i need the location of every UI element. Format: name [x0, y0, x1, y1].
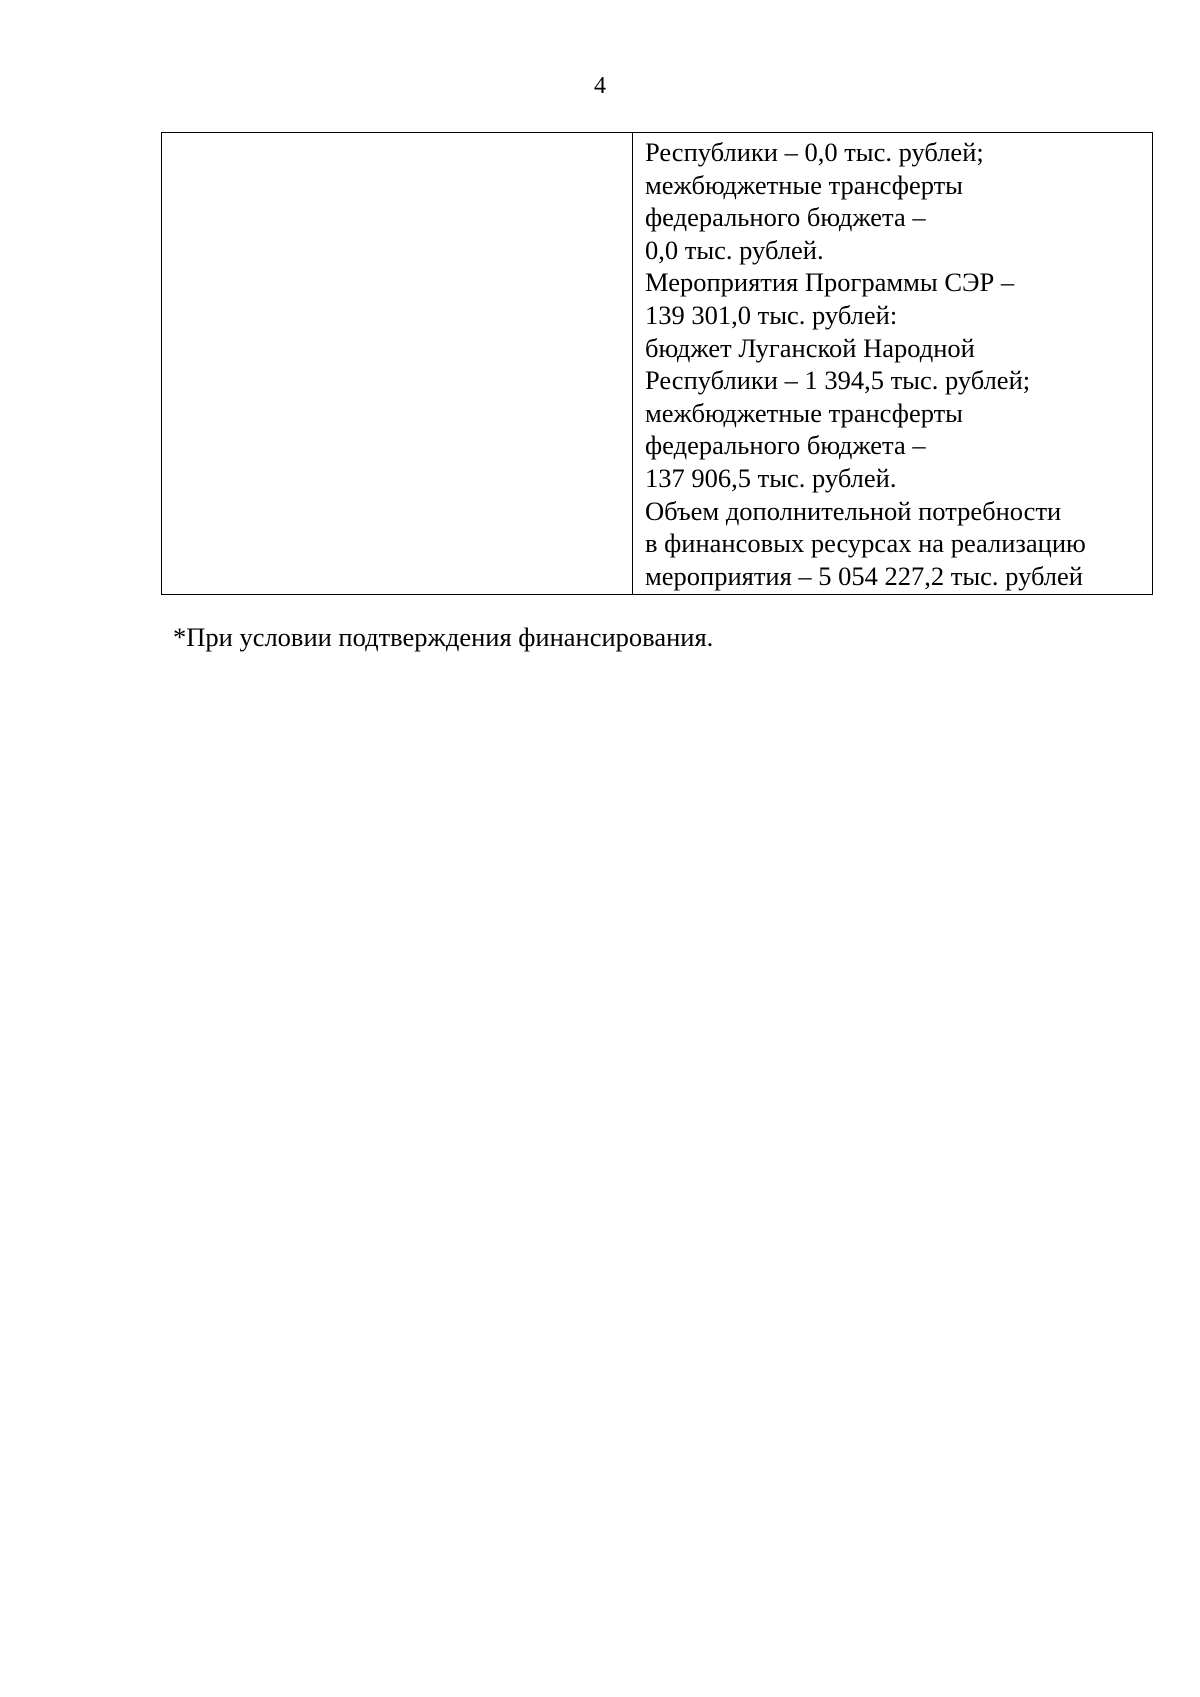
- table-text-line: Мероприятия Программы СЭР –: [645, 267, 1015, 298]
- footnote: *При условии подтверждения финансирования.: [173, 622, 714, 652]
- table-text-line: 0,0 тыс. рублей.: [645, 234, 824, 265]
- table-cell-right: [633, 133, 1153, 595]
- table-text-line: межбюджетные трансферты: [645, 169, 963, 200]
- table-text-line: федерального бюджета –: [645, 430, 926, 461]
- table-text-line: в финансовых ресурсах на реализацию: [645, 528, 1086, 559]
- table-text-line: межбюджетные трансферты: [645, 397, 963, 428]
- table-text-line: 139 301,0 тыс. рублей:: [645, 299, 898, 330]
- table-cell-right-text: [633, 133, 1152, 594]
- table-text-line: Республики – 0,0 тыс. рублей;: [645, 137, 984, 167]
- funding-table: [161, 132, 1153, 595]
- table-text-line: Республики – 1 394,5 тыс. рублей;: [645, 365, 1031, 396]
- table-text-line: федерального бюджета –: [645, 202, 926, 233]
- table-text-line: 137 906,5 тыс. рублей.: [645, 462, 897, 493]
- table-row: [162, 133, 1153, 595]
- page-number: 4: [594, 73, 606, 99]
- table-text-line: бюджет Луганской Народной: [645, 332, 975, 363]
- table-text-line: мероприятия – 5 054 227,2 тыс. рублей: [645, 560, 1083, 591]
- table-cell-left: [162, 133, 633, 595]
- table-cell-left-text: [162, 133, 632, 138]
- table-text-line: Объем дополнительной потребности: [645, 495, 1062, 526]
